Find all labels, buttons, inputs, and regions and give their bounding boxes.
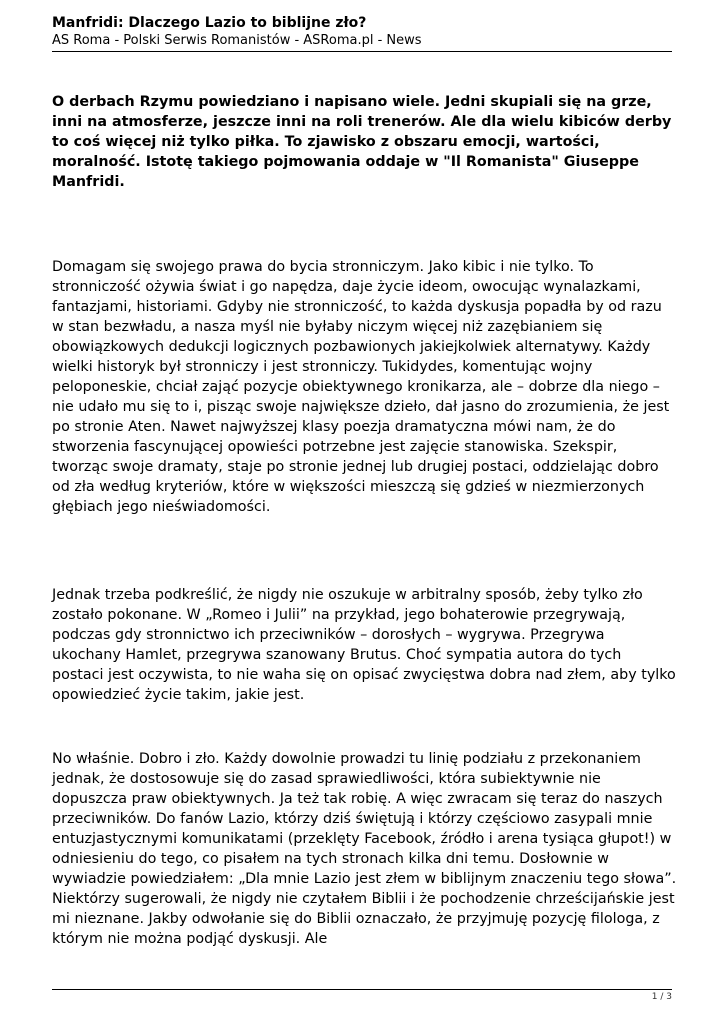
article-title: Manfridi: Dlaczego Lazio to biblijne zło? <box>52 15 367 31</box>
article-paragraph: No właśnie. Dobro i zło. Każdy dowolnie prowadzi tu linię podziału z przekonaniem jednak, że dostosowuje się do zasad sprawiedliwości, która subiektywnie nie dopuszcza praw obiektywnych. Ja też tak robię. A więc zwracam się teraz do naszych przeciwników. Do fanów Lazio, którzy dziś świętują i którzy częściowo zasypali mnie entuzjastycznymi komunikatami (przeklęty Facebook, źródło i arena tysiąca głupot!) w odniesieniu do tego, co pisałem na tych stronach kilka dni temu. Dosłownie w wywiadzie powiedziałem: „Dla mnie Lazio jest złem w biblijnym znaczeniu tego słowa”. Niektórzy sugerowali, że nigdy nie czytałem Biblii i że pochodzenie chrześcijańskie jest mi nieznane. Jakby odwołanie się do Biblii oznaczało, że przyjmuję pozycję filologa, z którym nie można podjąć dyskusji. Ale <box>52 751 677 947</box>
article-paragraph: Domagam się swojego prawa do bycia stronniczym. Jako kibic i nie tylko. To stronniczość ożywia świat i go napędza, daje życie ideom, owocując wynalazkami, fantazjami, historiami. Gdyby nie stronniczość, to każda dyskusja popadła by od razu w stan bezwładu, a nasza myśl nie byłaby niczym więcej niż zazębianiem się obowiązkowych dedukcji logicznych pozbawionych jakiejkolwiek alternatywy. Każdy wielki historyk był stronniczy i jest stronniczy. Tukidydes, komentując wojny peloponeskie, chciał zająć pozycje obiektywnego kronikarza, ale – dobrze dla niego – nie udało mu się to i, pisząc swoje największe dzieło, dał jasno do zrozumienia, że jest po stronie Aten. Nawet najwyższej klasy poezja dramatyczna mówi nam, że do stworzenia fascynującej opowieści potrzebne jest zajęcie stanowiska. Szekspir, tworząc swoje dramaty, staje po stronie jednej lub drugiej postaci, oddzielając dobro od zła według kryteriów, które w większości mieszczą się gdzieś w niezmierzonych głębiach jego nieświadomości. <box>52 259 670 515</box>
article-paragraph: Jednak trzeba podkreślić, że nigdy nie oszukuje w arbitralny sposób, żeby tylko zło zostało pokonane. W „Romeo i Julii” na przykład, jego bohaterowie przegrywają, podczas gdy stronnictwo ich przeciwników – dorosłych – wygrywa. Przegrywa ukochany Hamlet, przegrywa szanowany Brutus. Choć sympatia autora do tych postaci jest oczywista, to nie waha się on opisać zwycięstwa dobra nad złem, aby tylko opowiedzieć życie takim, jakie jest. <box>52 587 676 703</box>
footer-divider <box>52 989 672 990</box>
document-header <box>52 14 672 50</box>
page-number: 1 / 3 <box>651 992 672 1002</box>
article-lead: O derbach Rzymu powiedziano i napisano wiele. Jedni skupiali się na grze, inni na atmosferze, jeszcze inni na roli trenerów. Ale dla wielu kibiców derby to coś więcej niż tylko piłka. To zjawisko z obszaru emocji, wartości, moralność. Istotę takiego pojmowania oddaje w "Il Romanista" Giuseppe Manfridi. <box>52 94 672 190</box>
site-subtitle: AS Roma - Polski Serwis Romanistów - ASRoma.pl - News <box>52 33 422 48</box>
header-divider <box>52 51 672 52</box>
